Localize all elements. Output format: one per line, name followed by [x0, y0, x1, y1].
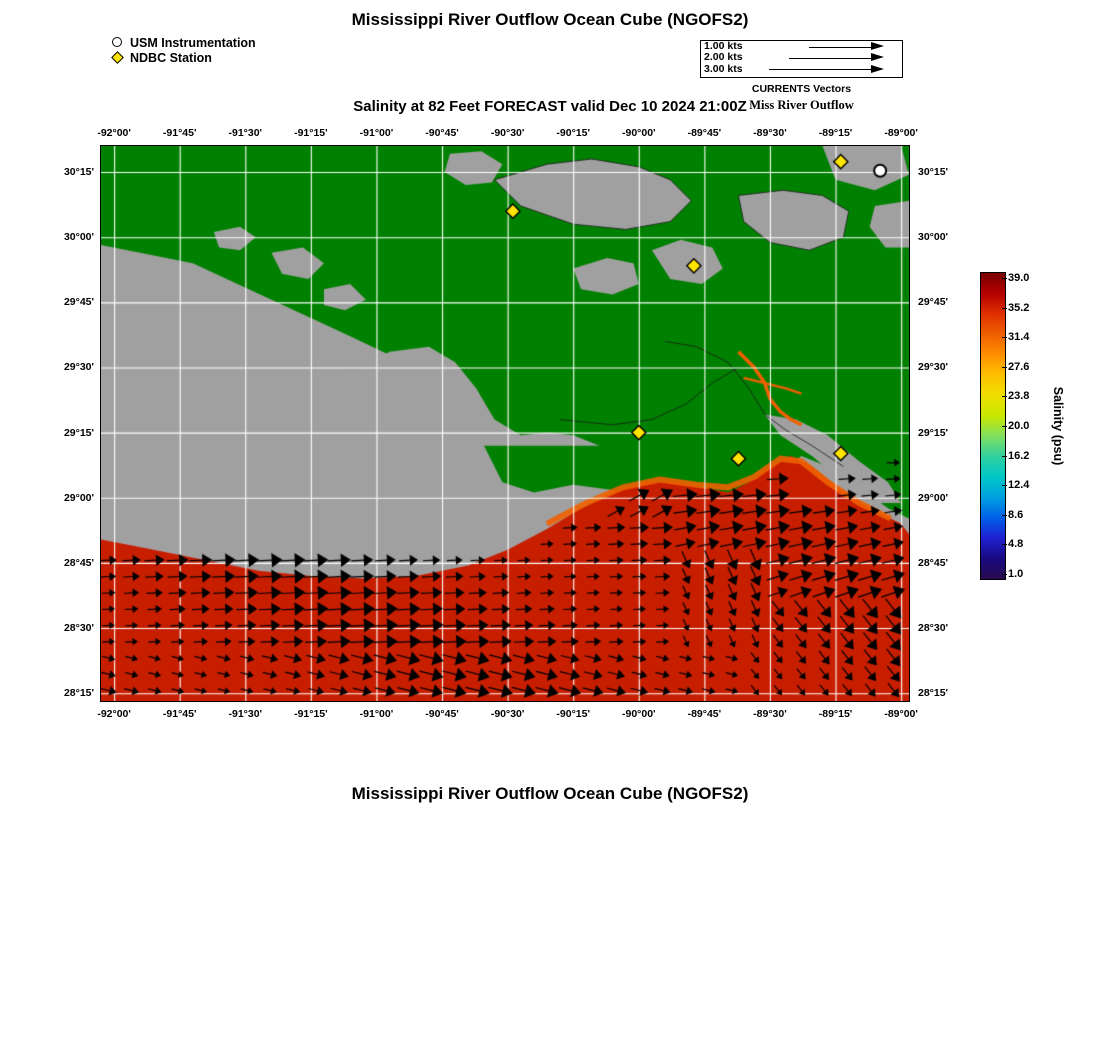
map-plot-area[interactable] — [100, 145, 910, 702]
lon-tick-top-12: -89°00' — [884, 127, 918, 139]
lat-tick-left-2: 29°45' — [63, 296, 94, 309]
lat-tick-left-4: 29°15' — [63, 426, 94, 439]
lon-tick-top-6: -90°30' — [490, 127, 525, 139]
lon-tick-top-8: -90°00' — [622, 127, 656, 139]
plot-subtitle: Salinity at 82 Feet FORECAST valid Dec 10 2024 21:00Z — [353, 98, 747, 115]
colorbar-tick-4: 23.8 — [1008, 390, 1030, 403]
colorbar-tick-1: 35.2 — [1008, 301, 1030, 314]
lon-tick-bottom-3: -91°15' — [294, 708, 328, 720]
lat-tick-left-5: 29°00' — [63, 491, 94, 504]
station-legend — [110, 36, 256, 66]
colorbar-title: Salinity (psu) — [1051, 386, 1065, 466]
circle-marker-icon — [110, 36, 128, 50]
vector-key-row-3 — [701, 64, 902, 75]
vector-key-arrow-1 — [871, 42, 884, 50]
lat-tick-right-3: 29°30' — [918, 361, 949, 374]
lat-tick-right-7: 28°30' — [918, 622, 949, 635]
lat-tick-right-8: 28°15' — [918, 687, 949, 700]
legend-item-ndbc-label: NDBC Station — [130, 51, 212, 65]
vector-key-label-3: 3.00 kts — [704, 62, 743, 75]
lon-tick-top-0: -92°00' — [97, 127, 131, 139]
colorbar-tick-6: 16.2 — [1008, 449, 1030, 462]
vector-key-line-1 — [809, 47, 871, 48]
vector-key-arrow-3 — [871, 65, 884, 73]
legend-item-usm-label: USM Instrumentation — [130, 36, 256, 50]
lon-tick-top-3: -91°15' — [294, 127, 328, 139]
lon-tick-bottom-5: -90°45' — [425, 708, 459, 720]
lon-tick-bottom-10: -89°30' — [753, 708, 787, 720]
lon-tick-bottom-11: -89°15' — [818, 708, 853, 720]
lon-tick-top-11: -89°15' — [818, 127, 853, 139]
page-title: Mississippi River Outflow Ocean Cube (NGOFS2) — [351, 10, 749, 29]
colorbar-tick-7: 12.4 — [1008, 479, 1030, 492]
lon-tick-bottom-8: -90°00' — [622, 708, 656, 720]
lat-tick-right-6: 28°45' — [918, 556, 949, 569]
lon-tick-top-10: -89°30' — [753, 127, 787, 139]
colorbar-tick-0: 39.0 — [1008, 272, 1030, 284]
vector-key-label-1: 1.00 kts — [704, 40, 743, 52]
lon-tick-bottom-9: -89°45' — [687, 708, 722, 720]
lon-tick-top-2: -91°30' — [228, 127, 263, 139]
map-canvas — [101, 146, 909, 701]
lon-tick-bottom-4: -91°00' — [359, 708, 394, 720]
lon-tick-bottom-1: -91°45' — [162, 708, 197, 720]
lon-tick-top-9: -89°45' — [687, 127, 722, 139]
colorbar-tick-2: 31.4 — [1008, 331, 1030, 344]
diamond-marker-icon — [110, 51, 128, 65]
lat-tick-left-1: 30°00' — [63, 231, 94, 244]
lon-tick-top-7: -90°15' — [556, 127, 590, 139]
vector-key-label-2: 2.00 kts — [704, 51, 743, 64]
lat-tick-left-0: 30°15' — [63, 166, 94, 179]
legend-item-ndbc — [110, 51, 256, 65]
lat-tick-left-7: 28°30' — [63, 622, 94, 635]
region-label: Miss River Outflow — [749, 98, 854, 112]
lon-tick-top-4: -91°00' — [359, 127, 394, 139]
colorbar-tick-10: 1.0 — [1008, 568, 1024, 580]
vector-key-row-2 — [701, 52, 902, 63]
lat-tick-right-4: 29°15' — [918, 426, 949, 439]
vector-key-arrow-2 — [871, 53, 884, 61]
currents-vector-caption: CURRENTS Vectors — [751, 83, 852, 95]
colorbar-tick-9: 4.8 — [1008, 538, 1024, 551]
lon-tick-bottom-6: -90°30' — [490, 708, 525, 720]
lon-tick-top-1: -91°45' — [162, 127, 197, 139]
legend-item-usm — [110, 36, 256, 50]
colorbar-tick-5: 20.0 — [1008, 420, 1030, 432]
lon-tick-top-5: -90°45' — [425, 127, 459, 139]
lon-tick-bottom-2: -91°30' — [228, 708, 263, 720]
lon-tick-bottom-0: -92°00' — [97, 708, 131, 720]
lat-tick-right-1: 30°00' — [918, 231, 949, 244]
colorbar-tick-8: 8.6 — [1008, 508, 1024, 521]
currents-vector-key — [700, 40, 903, 78]
page-footer-title: Mississippi River Outflow Ocean Cube (NGOFS2) — [351, 784, 749, 803]
lat-tick-right-5: 29°00' — [918, 491, 949, 504]
lat-tick-left-8: 28°15' — [63, 687, 94, 700]
lat-tick-left-3: 29°30' — [63, 361, 94, 374]
vector-key-line-2 — [789, 58, 871, 59]
colorbar-tick-3: 27.6 — [1008, 360, 1030, 373]
lat-tick-right-2: 29°45' — [918, 296, 949, 309]
lat-tick-left-6: 28°45' — [63, 556, 94, 569]
lat-tick-right-0: 30°15' — [918, 166, 949, 179]
lon-tick-bottom-7: -90°15' — [556, 708, 590, 720]
vector-key-line-3 — [769, 69, 871, 70]
lon-tick-bottom-12: -89°00' — [884, 708, 918, 720]
